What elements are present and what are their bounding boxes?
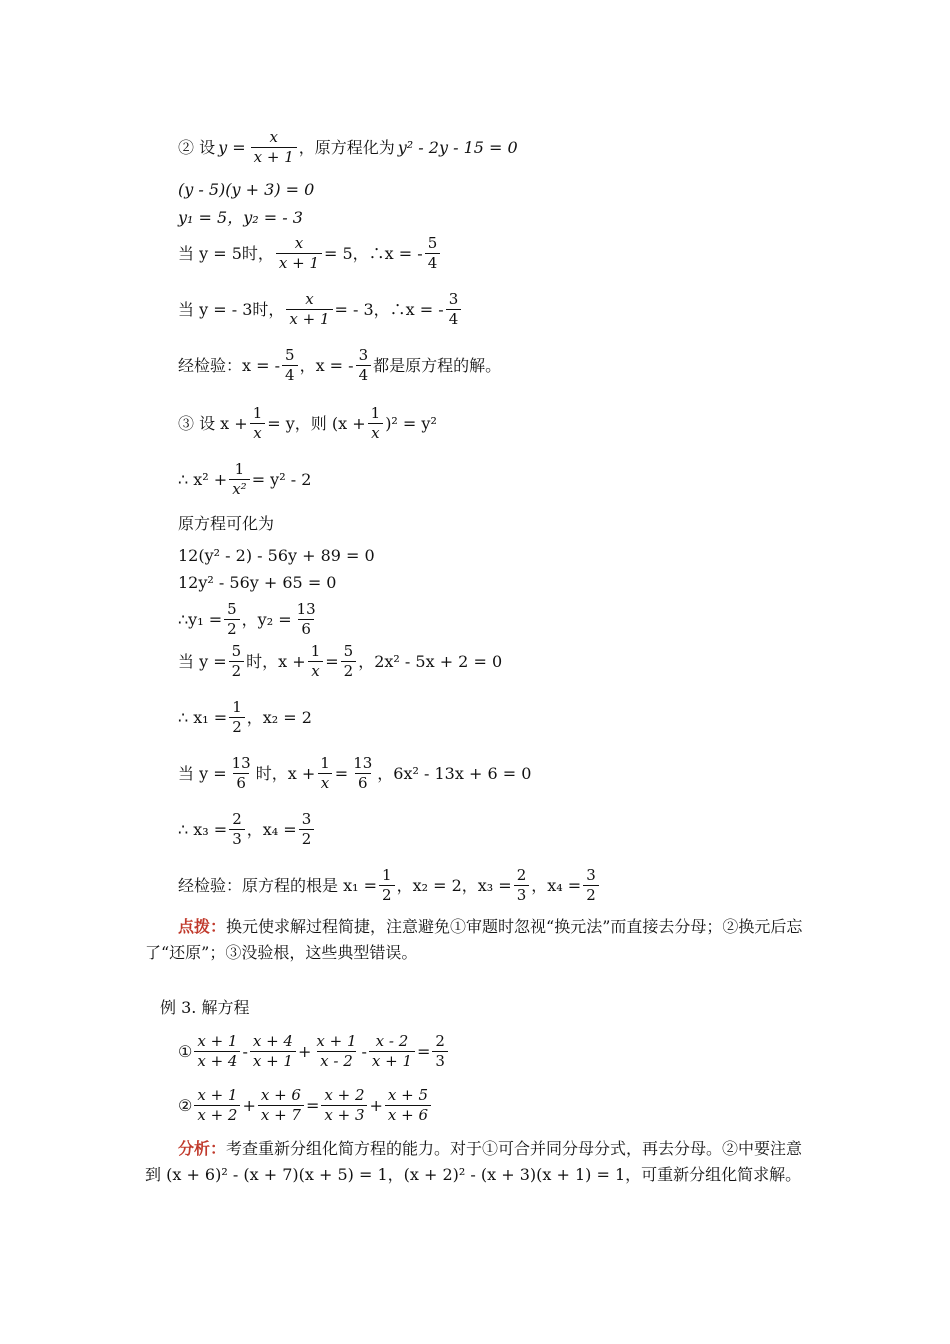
- eq-line: (y - 5)(y + 3) = 0: [178, 180, 315, 199]
- eq-line: ∴y₁ = $\frac{5}{2}$ ，y₂ = $\frac{13}{6}$: [178, 600, 316, 638]
- eq-line: 12(y² - 2) - 56y + 89 = 0: [178, 546, 375, 565]
- text-line: 原方程可化为: [178, 514, 275, 533]
- analysis-paragraph: [145, 1136, 805, 1188]
- eq-line: 当 y = 5时， $\frac{x}{x + 1}$ = 5，∴x = - $\frac{5}{4}$: [178, 234, 442, 273]
- eq-line: ∴ x² + $\frac{1}{\text{x²}}$ = y² - 2: [178, 460, 312, 498]
- note-paragraph: [145, 914, 805, 966]
- eq-line: 经检验：原方程的根是 x₁ = $\frac{1}{2}$ ，x₂ = 2，x₃ = $\frac{2}{3}$ ，x₄ = $\frac{3}{2}$: [178, 866, 601, 905]
- eq-example-1: ① $\frac{x + 1}{x + 4}$ - $\frac{x + 4}{x + 1}$ + $\frac{x + 1}{x - 2}$ - $\frac{x - 2}{x + 1}$ = $\frac{2}{3}$: [178, 1032, 450, 1071]
- note-label: 点拨：: [178, 917, 227, 936]
- eq-substitution-1: ② 设 y = $\frac{x}{x + 1}$ ，原方程化为 y² - 2y - 15 = 0: [178, 128, 518, 166]
- eq-line: 12y² - 56y + 65 = 0: [178, 573, 337, 592]
- note-text: 换元使求解过程简捷，注意避免①审题时忽视“换元法”而直接去分母；②换元后忘了“还原”；③没验根，这些典型错误。: [145, 917, 803, 962]
- eq-line: ③ 设 x + $\frac{1}{x}$ = y，则 (x + $\frac{1}{x}$ )² = y²: [178, 404, 437, 442]
- example-title: 例 3. 解方程: [160, 998, 250, 1017]
- analysis-text: 考查重新分组化简方程的能力。对于①可合并同分母分式，再去分母。②中要注意到 (x + 6)² - (x + 7)(x + 5) = 1，(x + 2)² - (x + 3)(x + 1) = 1，可重新分组化简求解。: [145, 1139, 803, 1184]
- eq-example-2: ② $\frac{x + 1}{x + 2}$ + $\frac{x + 6}{x + 7}$ = $\frac{x + 2}{x + 3}$ + $\frac{x + 5}{x + 6}$: [178, 1086, 433, 1125]
- eq-line: 当 y = - 3时， $\frac{x}{x + 1}$ = - 3，∴x = - $\frac{3}{4}$: [178, 290, 463, 329]
- text: ② 设: [178, 137, 216, 157]
- eq-line: 当 y = $\frac{5}{2}$ 时，x + $\frac{1}{x}$ = $\frac{5}{2}$ ，2x² - 5x + 2 = 0: [178, 642, 503, 680]
- equation-text: y² - 2y - 15 = 0: [397, 137, 518, 157]
- text: ，原方程化为: [298, 137, 395, 157]
- eq-line: 经检验：x = - $\frac{5}{4}$ ，x = - $\frac{3}{4}$ 都是原方程的解。: [178, 346, 502, 384]
- eq-line: ∴ x₁ = $\frac{1}{2}$ ，x₂ = 2: [178, 698, 312, 736]
- eq-line: y₁ = 5，y₂ = - 3: [178, 208, 303, 227]
- eq-line: ∴ x₃ = $\frac{2}{3}$ ，x₄ = $\frac{3}{2}$: [178, 810, 316, 849]
- analysis-label: 分析：: [178, 1139, 227, 1158]
- eq-line: 当 y = $\frac{13}{6}$ 时，x + $\frac{1}{x}$ = $\frac{13}{6}$ ，6x² - 13x + 6 = 0: [178, 754, 532, 792]
- fraction: $\frac{x}{x + 1}$: [251, 128, 297, 167]
